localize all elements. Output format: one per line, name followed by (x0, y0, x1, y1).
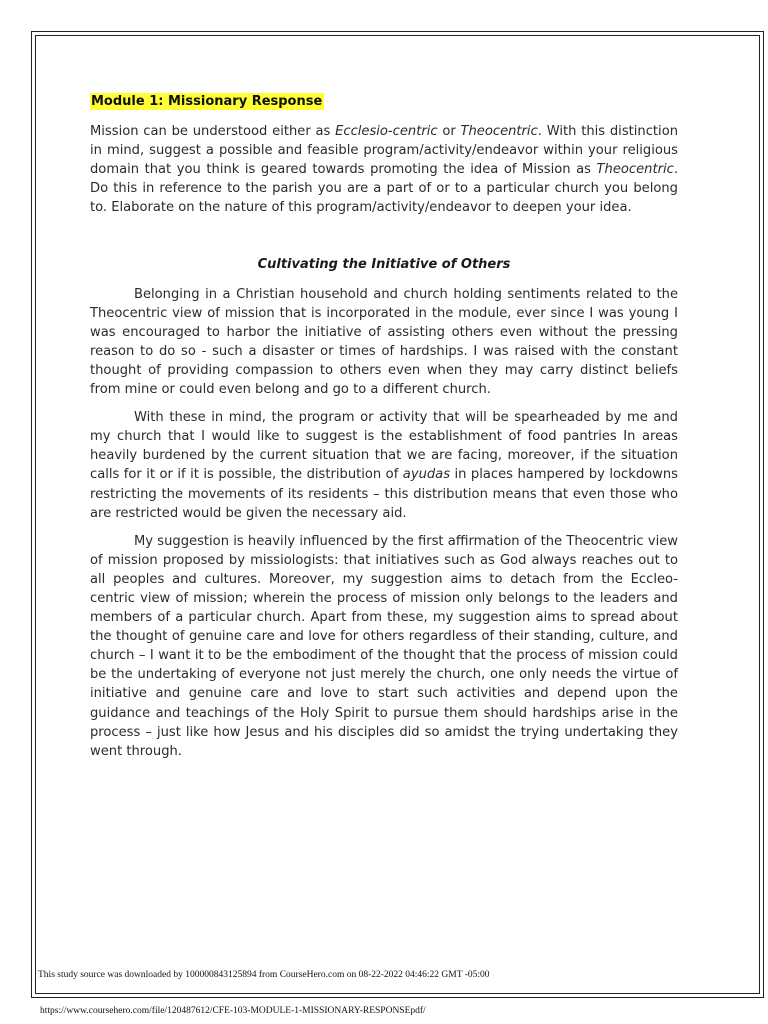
paragraph-2-text-b: in places hampered by lockdowns restricting the movements of its residents – this distribution means that even those who are restricted would be given the necessary aid. (90, 467, 678, 521)
prompt-text-3: . With this distinction in mind, suggest a possible and feasible program/activity/endeavor within your religious domain that you think is geared towards promoting the idea of Mission as (90, 124, 678, 178)
term-ecclesio-centric: Ecclesio-centric (335, 124, 438, 139)
prompt-text-2: or (437, 124, 461, 139)
essay-paragraph-3: My suggestion is heavily influenced by the first affirmation of the Theocentric view of mission proposed by missiologists: that initiatives such as God always reaches out to all peoples and cultures. Moreover, my suggestion aims to detach from the Eccleo-centric view of mission; wherein the process of mission only belongs to the leaders and members of a particular church. Apart from these, my suggestion aims to spread about the thought of genuine care and love for others regardless of their standing, culture, and church – I want it to be the embodiment of the thought that the process of mission could be the undertaking of everyone not just merely the church, one only needs the virtue of initiative and genuine care and love to start such activities and depend upon the guidance and teachings of the Holy Spirit to pursue them should hardships arise in the process – just like how Jesus and his disciples did so amidst the trying undertaking they went through. (90, 533, 678, 759)
term-ayudas: ayudas (402, 467, 451, 483)
prompt-paragraph (90, 122, 678, 217)
essay-paragraph-2 (90, 408, 678, 523)
essay-title: Cultivating the Initiative of Others (257, 257, 511, 273)
term-theocentric: Theocentric (460, 124, 538, 139)
prompt-text-4: . Do this in reference to the parish you are a part of or to a particular church you belong to. Elaborate on the nature of this program/activity/endeavor to deepen your idea. (90, 162, 678, 216)
document-body (90, 92, 678, 770)
essay-paragraph-1: Belonging in a Christian household and church holding sentiments related to the Theocentric view of mission that is incorporated in the module, ever since I was young I was encouraged to harbor the initiative of assisting others even without the pressing reason to do so - such a disaster or times of hardships. I was raised with the constant thought of providing compassion to others even when they may carry distinct beliefs from mine or could even belong and go to a different church. (90, 286, 678, 398)
paragraph-2-text-a: With these in mind, the program or activity that will be spearheaded by me and my church that I would like to suggest is the establishment of food pantries In areas heavily burdened by the current situation that we are facing, moreover, if the situation calls for it or if it is possible, the distribution of (90, 410, 678, 483)
download-note: This study source was downloaded by 100000843125894 from CourseHero.com on 08-22-2022 04:46:22 GMT -05:00 (38, 970, 490, 980)
term-theocentric-2: Theocentric (596, 162, 674, 178)
prompt-text-1: Mission can be understood either as (90, 124, 336, 139)
source-url[interactable]: https://www.coursehero.com/file/120487612/CFE-103-MODULE-1-MISSIONARY-RESPONSEpdf/ (40, 1006, 426, 1016)
module-heading: Module 1: Missionary Response (91, 94, 323, 109)
